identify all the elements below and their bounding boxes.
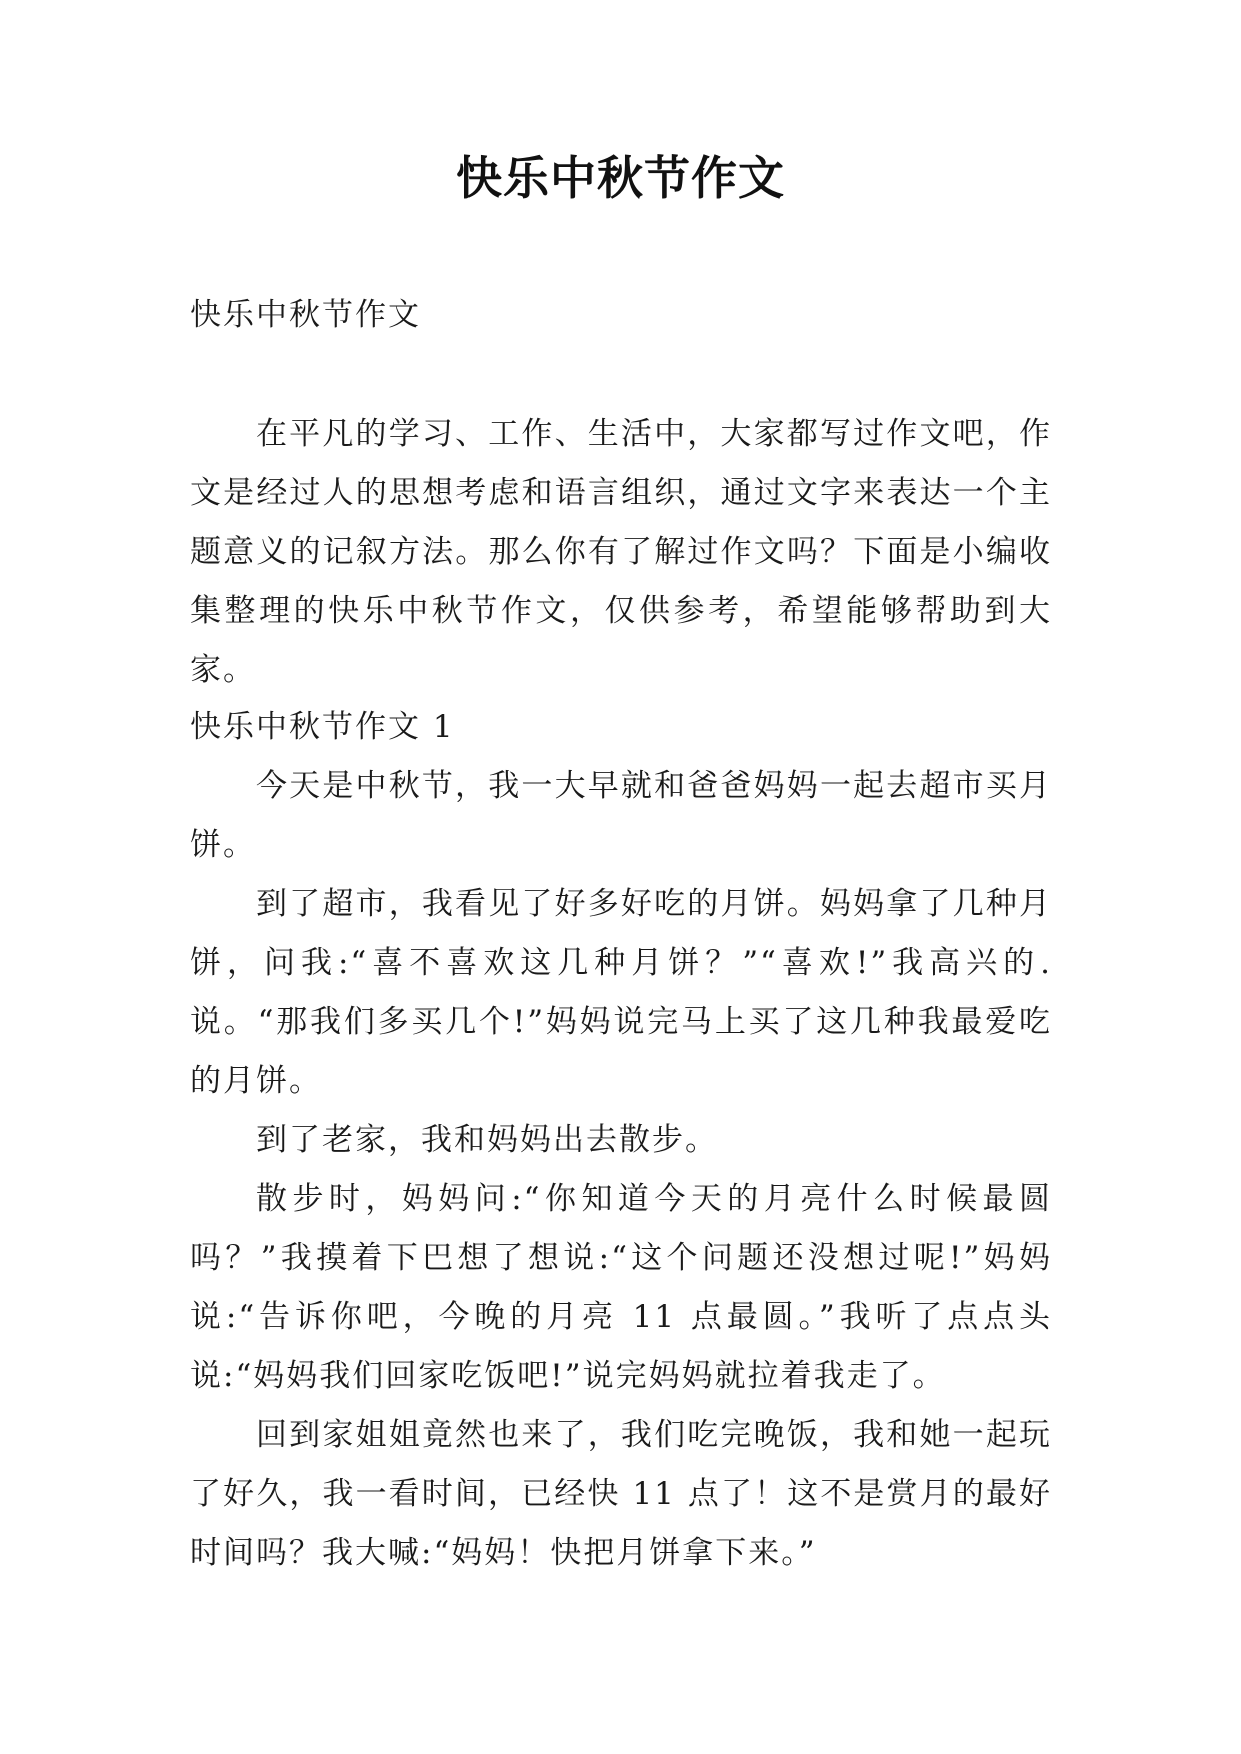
essay-paragraph: 回到家姐姐竟然也来了，我们吃完晚饭，我和她一起玩了好久，我一看时间，已经快 11 点了！这不是赏月的最好时间吗？我大喊:“妈妈！快把月饼拿下来。” <box>190 1417 1052 1571</box>
essay-section-1 <box>190 698 1052 1583</box>
section-heading: 快乐中秋节作文 1 <box>190 709 455 745</box>
essay-paragraph: 到了超市，我看见了好多好吃的月饼。妈妈拿了几种月饼，问我:“喜不喜欢这几种月饼？”“喜欢!”我高兴的.说。“那我们多买几个!”妈妈说完马上买了这几种我最爱吃的月饼。 <box>190 886 1052 1099</box>
intro-paragraph: 在平凡的学习、工作、生活中，大家都写过作文吧，作文是经过人的思想考虑和语言组织，通过文字来表达一个主题意义的记叙方法。那么你有了解过作文吗？下面是小编收集整理的快乐中秋节作文，仅供参考，希望能够帮助到大家。 <box>190 416 1052 688</box>
essay-paragraph: 到了老家，我和妈妈出去散步。 <box>256 1122 718 1158</box>
document-subtitle: 快乐中秋节作文 <box>190 297 421 333</box>
essay-paragraph: 散步时，妈妈问:“你知道今天的月亮什么时候最圆吗？”我摸着下巴想了想说:“这个问题还没想过呢!”妈妈说:“告诉你吧，今晚的月亮 11 点最圆。”我听了点点头说:“妈妈我们回家吃饭吧!”说完妈妈就拉着我走了。 <box>190 1181 1052 1394</box>
essay-paragraph: 今天是中秋节，我一大早就和爸爸妈妈一起去超市买月饼。 <box>190 768 1052 863</box>
document-title: 快乐中秋节作文 <box>456 151 785 205</box>
